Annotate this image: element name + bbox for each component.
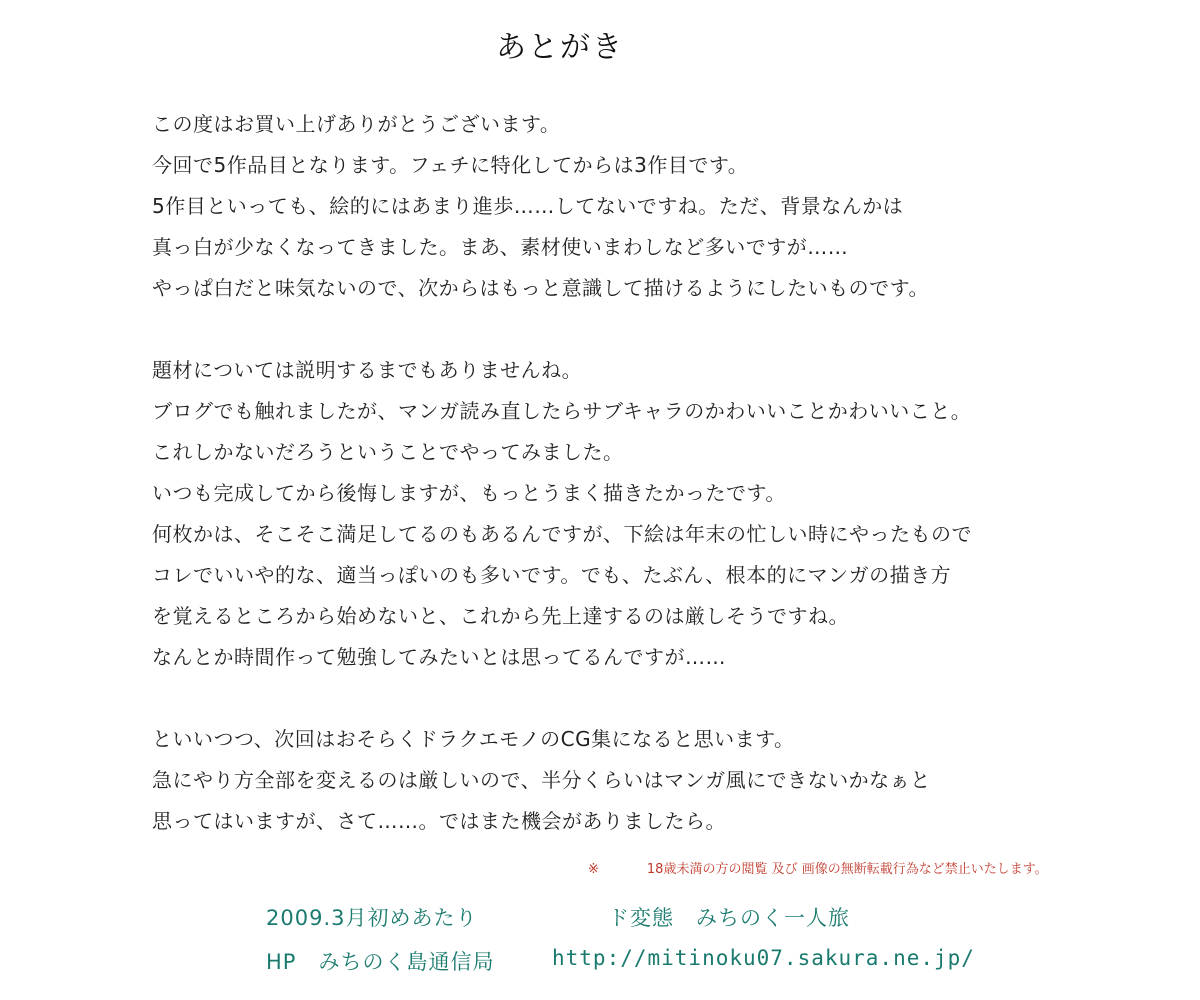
text-line: いつも完成してから後悔しますが、もっとうまく描きたかったです。 — [152, 481, 786, 505]
afterword-body — [152, 104, 1112, 842]
paragraph-3 — [152, 719, 1112, 842]
text-line: 急にやり方全部を変えるのは厳しいので、半分くらいはマンガ風にできないかなぁと — [152, 768, 931, 792]
text-line: なんとか時間作って勉強してみたいとは思ってるんですが…… — [152, 645, 726, 669]
text-line: やっぱ白だと味気ないので、次からはもっと意識して描けるようにしたいものです。 — [152, 276, 929, 300]
text-line: を覚えるところから始めないと、これから先上達するのは厳しそうですね。 — [152, 604, 849, 628]
notice-mark: ※ — [588, 862, 599, 877]
text-line: 真っ白が少なくなってきました。まあ、素材使いまわしなど多いですが…… — [152, 235, 849, 259]
text-line: 思ってはいますが、さて……。ではまた機会がありましたら。 — [152, 809, 726, 833]
footer-author: ド変態 みちのく一人旅 — [608, 906, 850, 930]
paragraph-gap — [152, 309, 1112, 350]
paragraph-1 — [152, 104, 1112, 309]
text-line: 今回で5作品目となります。フェチに特化してからは3作目です。 — [152, 153, 749, 177]
footer-url-link[interactable]: http://mitinoku07.sakura.ne.jp/ — [552, 946, 975, 970]
paragraph-gap — [152, 678, 1112, 719]
text-line: この度はお買い上げありがとうございます。 — [152, 112, 561, 136]
notice-text: 18歳未満の方の閲覧 及び 画像の無断転載行為など禁止いたします。 — [646, 862, 1048, 877]
paragraph-2 — [152, 350, 1112, 678]
text-line: 題材については説明するまでもありませんね。 — [152, 358, 583, 382]
text-line: コレでいいや的な、適当っぽいのも多いです。でも、たぶん、根本的にマンガの描き方 — [152, 563, 952, 587]
text-line: といいつつ、次回はおそらくドラクエモノのCG集になると思います。 — [152, 727, 795, 751]
text-line: 5作目といっても、絵的にはあまり進歩……してないですね。ただ、背景なんかは — [152, 194, 904, 218]
text-line: ブログでも触れましたが、マンガ読み直したらサブキャラのかわいいことかわいいこと。 — [152, 399, 972, 423]
text-line: 何枚かは、そこそこ満足してるのもあるんですが、下絵は年末の忙しい時にやったもので — [152, 522, 972, 546]
footer-homepage-label: HP みちのく島通信局 — [266, 950, 495, 974]
footer-date: 2009.3月初めあたり — [266, 906, 478, 930]
text-line: これしかないだろうということでやってみました。 — [152, 440, 624, 464]
page-title: あとがき — [496, 30, 624, 65]
age-restriction-notice — [588, 858, 1048, 877]
